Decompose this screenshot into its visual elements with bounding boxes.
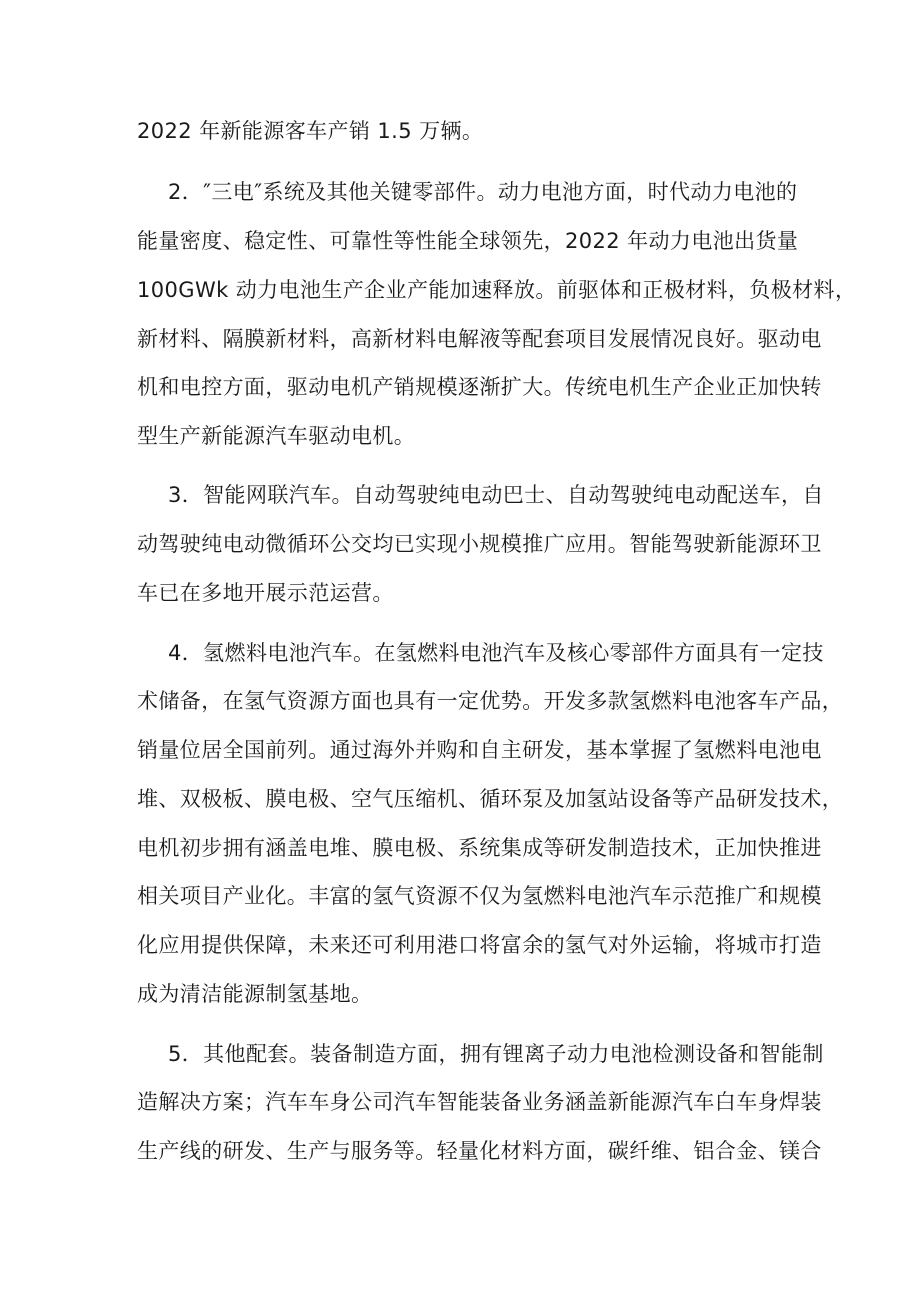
paragraph-line: 造解决方案；汽车车身公司汽车智能装备业务涵盖新能源汽车白车身焊装 — [137, 1090, 822, 1114]
paragraph-line: 100GWk 动力电池生产企业产能加速释放。前驱体和正极材料，负极材料， — [137, 278, 857, 302]
paragraph-line: 5．其他配套。装备制造方面，拥有锂离子动力电池检测设备和智能制 — [168, 1042, 824, 1066]
paragraph-line: 电机初步拥有涵盖电堆、膜电极、系统集成等研发制造技术，正加快推进 — [137, 836, 822, 860]
paragraph-line: 能量密度、稳定性、可靠性等性能全球领先，2022 年动力电池出货量 — [137, 229, 799, 253]
paragraph-line: 术储备，在氢气资源方面也具有一定优势。开发多款氢燃料电池客车产品， — [137, 689, 844, 713]
paragraph-line: 相关项目产业化。丰富的氢气资源不仅为氢燃料电池汽车示范推广和规模 — [137, 884, 822, 908]
paragraph-line: 销量位居全国前列。通过海外并购和自主研发，基本掌握了氢燃料电池电 — [137, 738, 822, 762]
paragraph-line: 新材料、隔膜新材料，高新材料电解液等配套项目发展情况良好。驱动电 — [137, 327, 822, 351]
paragraph-line: 车已在多地开展示范运营。 — [137, 581, 394, 605]
paragraph-line: 机和电控方面，驱动电机产销规模逐渐扩大。传统电机生产企业正加快转 — [137, 375, 822, 399]
paragraph-line: 生产线的研发、生产与服务等。轻量化材料方面，碳纤维、铝合金、镁合 — [137, 1139, 822, 1163]
paragraph-line: 4．氢燃料电池汽车。在氢燃料电池汽车及核心零部件方面具有一定技 — [168, 641, 824, 665]
paragraph-line: 2．″三电″系统及其他关键零部件。动力电池方面，时代动力电池的 — [168, 180, 798, 204]
paragraph-line: 动驾驶纯电动微循环公交均已实现小规模推广应用。智能驾驶新能源环卫 — [137, 532, 822, 556]
paragraph-line: 成为清洁能源制氢基地。 — [137, 982, 373, 1006]
paragraph-line: 3．智能网联汽车。自动驾驶纯电动巴士、自动驾驶纯电动配送车，自 — [168, 483, 824, 507]
paragraph-line: 化应用提供保障，未来还可利用港口将富余的氢气对外运输，将城市打造 — [137, 933, 822, 957]
paragraph-line: 2022 年新能源客车产销 1.5 万辆。 — [137, 119, 484, 143]
paragraph-line: 型生产新能源汽车驱动电机。 — [137, 424, 416, 448]
paragraph-line: 堆、双极板、膜电极、空气压缩机、循环泵及加氢站设备等产品研发技术， — [137, 787, 844, 811]
